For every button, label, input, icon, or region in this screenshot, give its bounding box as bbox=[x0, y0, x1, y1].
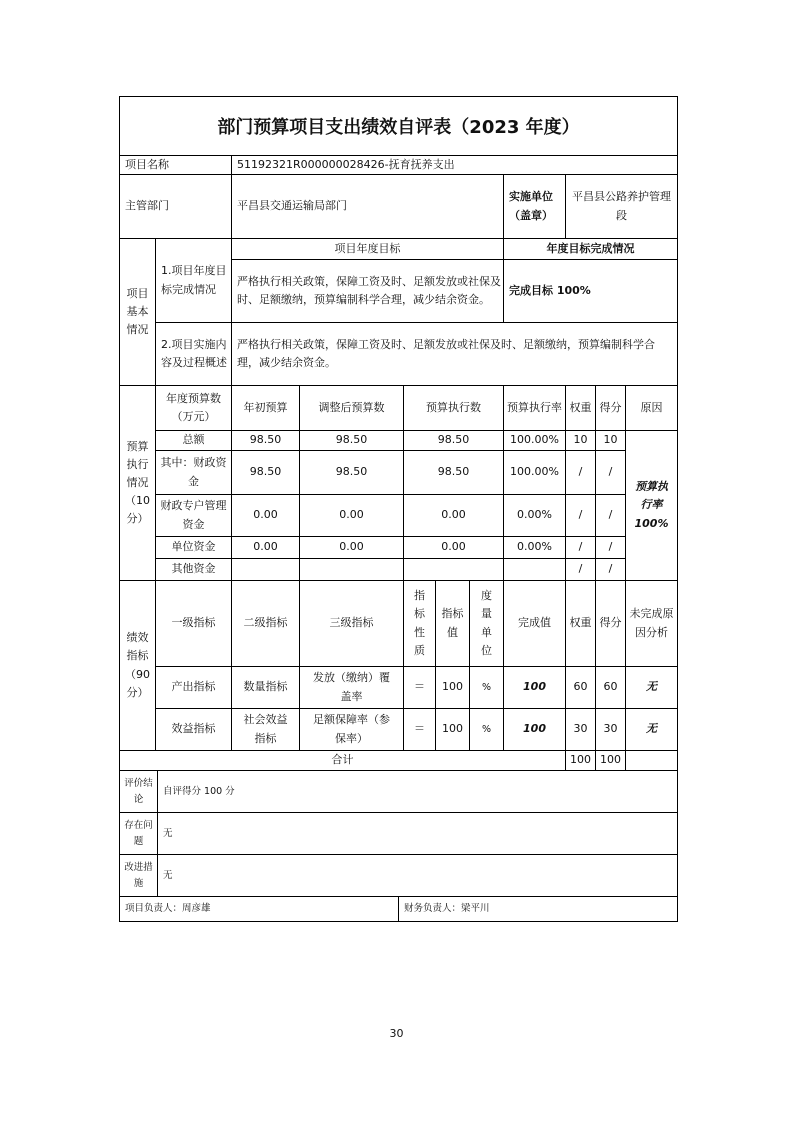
table-cell bbox=[232, 559, 300, 581]
table-cell: / bbox=[596, 537, 626, 559]
table-row-name: 其他资金 bbox=[156, 559, 232, 581]
table-cell: 10 bbox=[566, 431, 596, 451]
table-cell: 0.00% bbox=[504, 495, 566, 537]
table-cell: 0.00 bbox=[232, 495, 300, 537]
table-cell: 30 bbox=[596, 709, 626, 751]
table-cell: 无 bbox=[626, 667, 677, 709]
perf-h-value: 指标值 bbox=[436, 581, 470, 667]
table-cell: / bbox=[566, 537, 596, 559]
perf-h-level2: 二级指标 bbox=[232, 581, 300, 667]
total-label: 合计 bbox=[120, 751, 566, 771]
table-cell: 数量指标 bbox=[232, 667, 300, 709]
conclusion-value: 自评得分 100 分 bbox=[158, 771, 677, 813]
basic-row2-label: 2.项目实施内容及过程概述 bbox=[156, 323, 232, 386]
budget-h-weight: 权重 bbox=[566, 386, 596, 431]
table-cell: 产出指标 bbox=[156, 667, 232, 709]
table-cell: 60 bbox=[566, 667, 596, 709]
table-row-name: 其中：财政资金 bbox=[156, 451, 232, 495]
page-number: 30 bbox=[389, 1027, 404, 1040]
finance-lead: 财务负责人：梁平川 bbox=[404, 903, 490, 915]
conclusion-label: 评价结论 bbox=[120, 771, 158, 813]
table-cell: 100.00% bbox=[504, 451, 566, 495]
table-cell: 98.50 bbox=[232, 431, 300, 451]
basic-info-label: 项目基本情况 bbox=[120, 239, 156, 386]
form-title: 部门预算项目支出绩效自评表（2023 年度） bbox=[120, 97, 677, 156]
table-cell: / bbox=[566, 495, 596, 537]
dept-value: 平昌县交通运输局部门 bbox=[232, 175, 504, 239]
perf-h-nature: 指标性质 bbox=[404, 581, 436, 667]
budget-label: 预算执行情况（10分） bbox=[120, 386, 156, 581]
table-cell: 0.00 bbox=[300, 495, 404, 537]
problems-label: 存在问题 bbox=[120, 813, 158, 855]
table-cell: 100 bbox=[504, 709, 566, 751]
table-row-name: 财政专户管理资金 bbox=[156, 495, 232, 537]
table-cell bbox=[300, 559, 404, 581]
budget-reason-value: 预算执行率100% bbox=[626, 431, 677, 581]
basic-row1-completion: 完成目标 100% bbox=[504, 260, 677, 323]
table-cell: % bbox=[470, 667, 504, 709]
table-cell: / bbox=[596, 451, 626, 495]
table-cell: 0.00 bbox=[404, 495, 504, 537]
budget-h-annual: 年度预算数（万元） bbox=[156, 386, 232, 431]
table-cell: / bbox=[596, 559, 626, 581]
table-cell: 社会效益指标 bbox=[232, 709, 300, 751]
table-cell: 发放（缴纳）覆盖率 bbox=[300, 667, 404, 709]
table-cell: 0.00% bbox=[504, 537, 566, 559]
table-cell: 100 bbox=[504, 667, 566, 709]
perf-h-level3: 三级指标 bbox=[300, 581, 404, 667]
table-cell: ＝ bbox=[404, 709, 436, 751]
total-weight: 100 bbox=[566, 751, 596, 771]
table-cell: 98.50 bbox=[404, 451, 504, 495]
table-cell: 30 bbox=[566, 709, 596, 751]
perf-h-weight: 权重 bbox=[566, 581, 596, 667]
table-row-name: 总额 bbox=[156, 431, 232, 451]
project-lead: 项目负责人：周彦雄 bbox=[120, 897, 399, 921]
table-cell: 98.50 bbox=[404, 431, 504, 451]
table-cell: 效益指标 bbox=[156, 709, 232, 751]
table-cell bbox=[504, 559, 566, 581]
table-cell: 98.50 bbox=[300, 431, 404, 451]
project-name-label: 项目名称 bbox=[120, 156, 232, 175]
total-score: 100 bbox=[596, 751, 626, 771]
table-cell: 0.00 bbox=[232, 537, 300, 559]
table-cell: 无 bbox=[626, 709, 677, 751]
basic-row1-label: 1.项目年度目标完成情况 bbox=[156, 239, 232, 323]
improve-value: 无 bbox=[158, 855, 677, 897]
budget-h-rate: 预算执行率 bbox=[504, 386, 566, 431]
table-cell: 100.00% bbox=[504, 431, 566, 451]
perf-h-reason: 未完成原因分析 bbox=[626, 581, 677, 667]
perf-h-score: 得分 bbox=[596, 581, 626, 667]
budget-h-adjusted: 调整后预算数 bbox=[300, 386, 404, 431]
table-cell: 100 bbox=[436, 667, 470, 709]
improve-label: 改进措施 bbox=[120, 855, 158, 897]
impl-unit-label: 实施单位（盖章） bbox=[504, 175, 566, 239]
budget-h-initial: 年初预算 bbox=[232, 386, 300, 431]
dept-label: 主管部门 bbox=[120, 175, 232, 239]
basic-row1-target: 严格执行相关政策，保障工资及时、足额发放或社保及时、足额缴纳，预算编制科学合理，减少结余资金。 bbox=[232, 260, 504, 323]
table-cell: / bbox=[596, 495, 626, 537]
table-cell: 60 bbox=[596, 667, 626, 709]
budget-h-score: 得分 bbox=[596, 386, 626, 431]
evaluation-form bbox=[119, 96, 678, 922]
table-cell: % bbox=[470, 709, 504, 751]
total-reason bbox=[626, 751, 677, 771]
table-cell: ＝ bbox=[404, 667, 436, 709]
table-cell: / bbox=[566, 451, 596, 495]
table-row-name: 单位资金 bbox=[156, 537, 232, 559]
basic-row2-content: 严格执行相关政策，保障工资及时、足额发放或社保及时、足额缴纳，预算编制科学合理，减少结余资金。 bbox=[232, 323, 677, 386]
table-cell: 0.00 bbox=[404, 537, 504, 559]
perf-h-done: 完成值 bbox=[504, 581, 566, 667]
perf-h-unit: 度量单位 bbox=[470, 581, 504, 667]
project-name-value: 51192321R000000028426-抚育抚养支出 bbox=[232, 156, 677, 175]
table-cell: 10 bbox=[596, 431, 626, 451]
perf-h-level1: 一级指标 bbox=[156, 581, 232, 667]
table-cell bbox=[404, 559, 504, 581]
col-completion-header: 年度目标完成情况 bbox=[504, 239, 677, 260]
budget-h-executed: 预算执行数 bbox=[404, 386, 504, 431]
table-cell: / bbox=[566, 559, 596, 581]
table-cell: 98.50 bbox=[232, 451, 300, 495]
table-cell: 足额保障率（参保率） bbox=[300, 709, 404, 751]
impl-unit-value: 平昌县公路养护管理段 bbox=[566, 175, 677, 239]
table-cell: 100 bbox=[436, 709, 470, 751]
problems-value: 无 bbox=[158, 813, 677, 855]
table-cell: 0.00 bbox=[300, 537, 404, 559]
table-cell: 98.50 bbox=[300, 451, 404, 495]
budget-h-reason: 原因 bbox=[626, 386, 677, 431]
perf-label: 绩效指标（90分） bbox=[120, 581, 156, 751]
col-target-header: 项目年度目标 bbox=[232, 239, 504, 260]
